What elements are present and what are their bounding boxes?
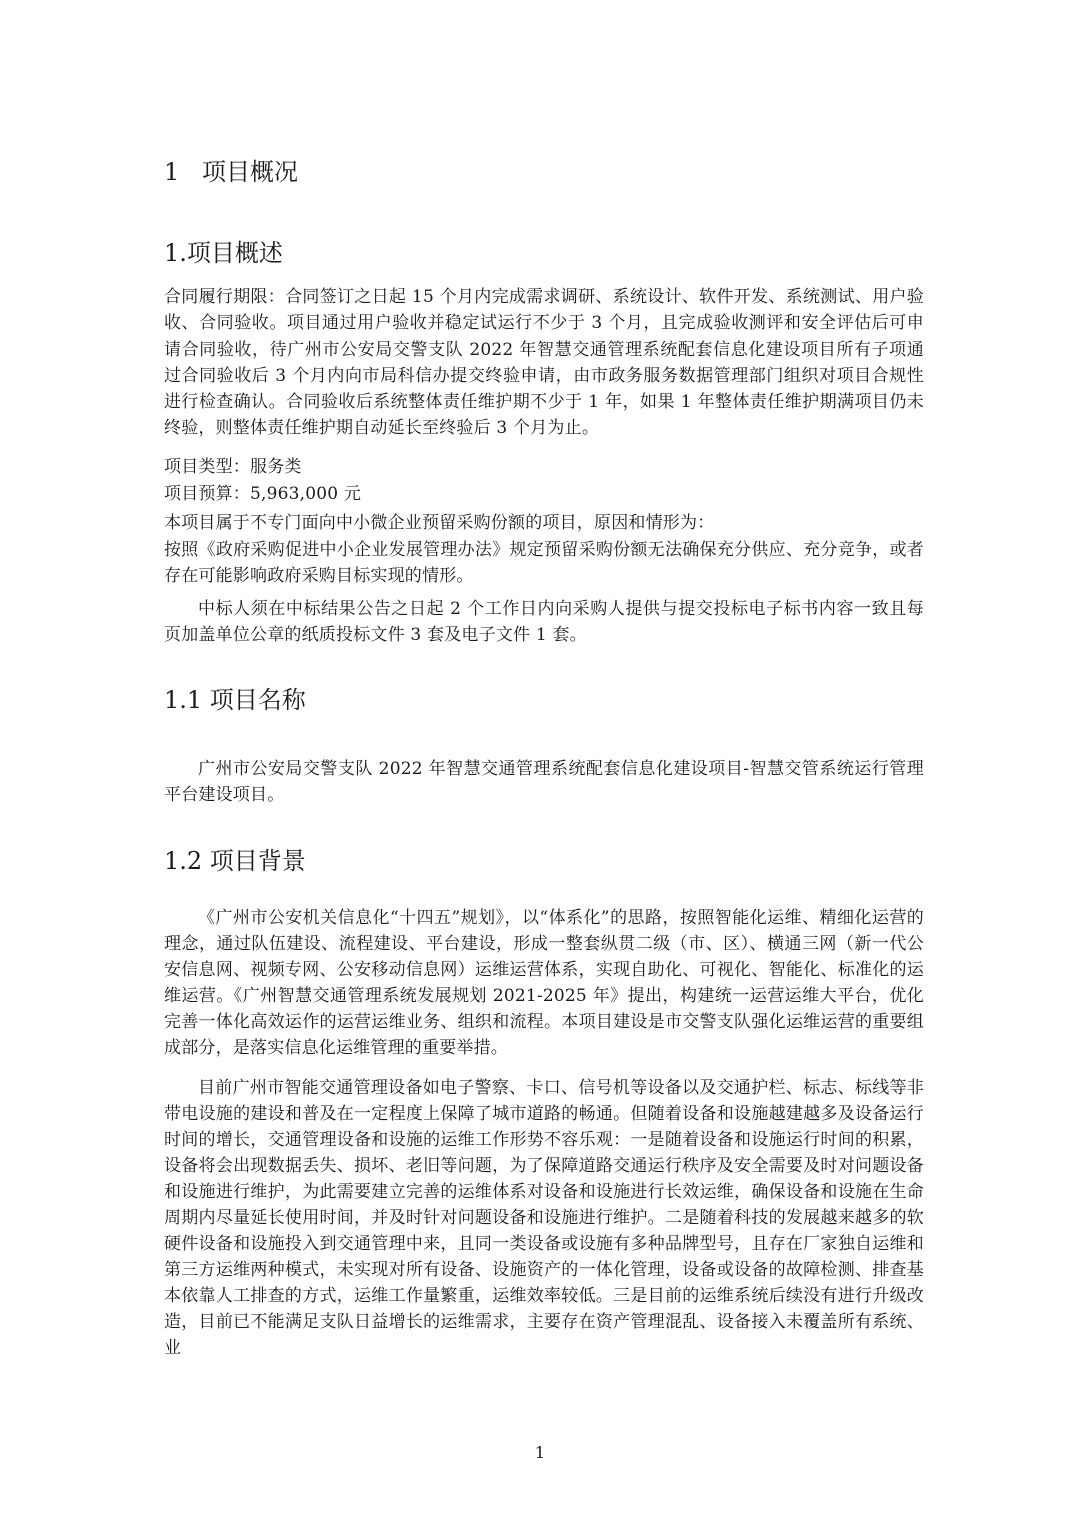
section-number: 1 bbox=[164, 158, 180, 186]
background-paragraph-2: 目前广州市智能交通管理设备如电子警察、卡口、信号机等设备以及交通护栏、标志、标线等非带电设施的建设和普及在一定程度上保障了城市道路的畅通。但随着设备和设施越建越多及设备运行时间的增长，交通管理设备和设施的运维工作形势不容乐观：一是随着设备和设施运行时间的积累，设备将会出现数据丢失、损坏、老旧等问题，为了保障道路交通运行秩序及安全需要及时对问题设备和设施进行维护，为此需要建立完善的运维体系对设备和设施进行长效运维，确保设备和设施在生命周期内尽量延长使用时间，并及时针对问题设备和设施进行维护。二是随着科技的发展越来越多的软硬件设备和设施投入到交通管理中来，且同一类设备或设施有多种品牌型号，且存在厂家独自运维和第三方运维两种模式，未实现对所有设备、设施资产的一体化管理，设备或设备的故障检测、排查基本依靠人工排查的方式，运维工作量繁重，运维效率较低。三是目前的运维系统后续没有进行升级改造，目前已不能满足支队日益增长的运维需求，主要存在资产管理混乱、设备接入未覆盖所有系统、业 bbox=[164, 1078, 924, 1358]
project-name-heading: 1.1 项目名称 bbox=[164, 686, 306, 714]
project-budget-line: 项目预算：5,963,000 元 bbox=[164, 484, 362, 504]
sme-note-line: 本项目属于不专门面向中小微企业预留采购份额的项目，原因和情形为： bbox=[164, 513, 715, 533]
background-heading: 1.2 项目背景 bbox=[164, 847, 306, 875]
project-name-paragraph: 广州市公安局交警支队 2022 年智慧交通管理系统配套信息化建设项目-智慧交管系统运行管理平台建设项目。 bbox=[164, 759, 924, 806]
overview-heading: 1.项目概述 bbox=[164, 239, 283, 267]
section-heading bbox=[164, 157, 924, 187]
project-type-line: 项目类型：服务类 bbox=[164, 457, 302, 477]
section-title: 项目概况 bbox=[202, 158, 298, 186]
sme-reason-paragraph: 按照《政府采购促进中小企业发展管理办法》规定预留采购份额无法确保充分供应、充分竞争，或者存在可能影响政府采购目标实现的情形。 bbox=[164, 540, 924, 587]
contract-period-paragraph: 合同履行期限：合同签订之日起 15 个月内完成需求调研、系统设计、软件开发、系统测试、用户验收、合同验收。项目通过用户验收并稳定试运行不少于 3 个月，且完成验收测评和安全评估后可申请合同验收，待广州市公安局交警支队 2022 年智慧交通管理系统配套信息化建设项目所有子项通过合同验收后 3 个月内向市局科信办提交终验申请，由市政务服务数据管理部门组织对项目合规性进行检查确认。合同验收后系统整体责任维护期不少于 1 年，如果 1 年整体责任维护期满项目仍未终验，则整体责任维护期自动延长至终验后 3 个月为止。 bbox=[164, 287, 924, 439]
background-paragraph-1: 《广州市公安机关信息化“十四五”规划》，以“体系化”的思路，按照智能化运维、精细化运营的理念，通过队伍建设、流程建设、平台建设，形成一整套纵贯二级（市、区）、横通三网（新一代公安信息网、视频专网、公安移动信息网）运维运营体系，实现自助化、可视化、智能化、标准化的运维运营。《广州智慧交通管理系统发展规划 2021-2025 年》提出，构建统一运营运维大平台，优化完善一体化高效运作的运营运维业务、组织和流程。本项目建设是市交警支队强化运维运营的重要组成部分，是落实信息化运维管理的重要举措。 bbox=[164, 908, 924, 1058]
bid-documents-paragraph: 中标人须在中标结果公告之日起 2 个工作日内向采购人提供与提交投标电子标书内容一致且每页加盖单位公章的纸质投标文件 3 套及电子文件 1 套。 bbox=[164, 599, 924, 646]
page-number: 1 bbox=[534, 1443, 546, 1462]
